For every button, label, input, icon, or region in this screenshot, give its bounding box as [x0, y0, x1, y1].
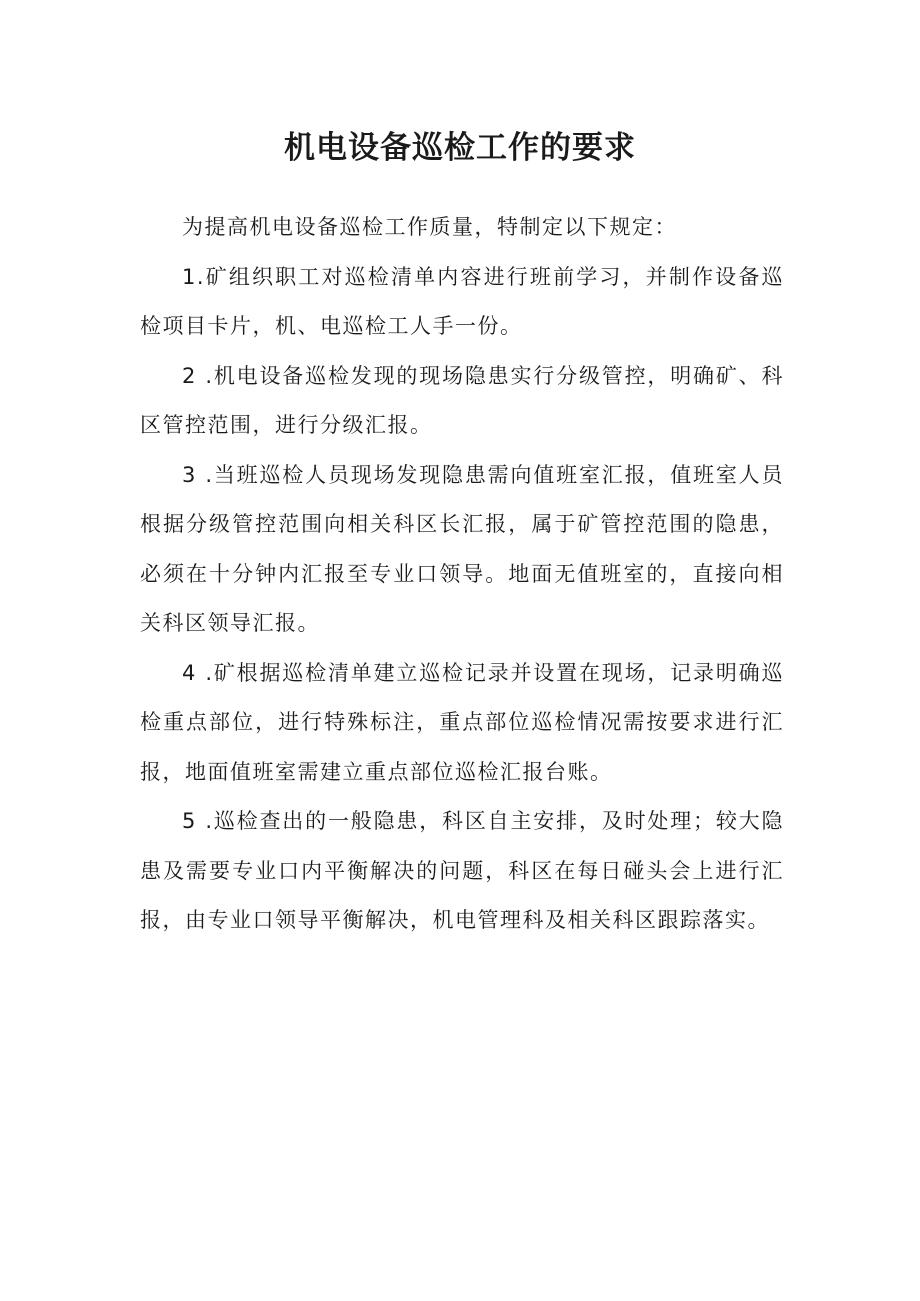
rule-item-3 [140, 451, 784, 649]
intro-text: 为提高机电设备巡检工作质量，特制定以下规定： [182, 215, 677, 239]
rule-item-4 [140, 649, 784, 798]
rule-number: 2 . [182, 363, 214, 388]
rule-text: 巡检查出的一般隐患，科区自主安排，及时处理；较大隐患及需要专业口内平衡解决的问题，科区在每日碰头会上进行汇报，由专业口领导平衡解决，机电管理科及相关科区跟踪落实。 [140, 809, 784, 932]
rule-item-1 [140, 253, 784, 352]
rule-item-5 [140, 797, 784, 946]
intro-paragraph [140, 203, 784, 253]
rule-number: 4 . [182, 660, 214, 685]
rule-text: 当班巡检人员现场发现隐患需向值班室汇报，值班室人员根据分级管控范围向相关科区长汇报，属于矿管控范围的隐患，必须在十分钟内汇报至专业口领导。地面无值班室的，直接向相关科区领导汇报。 [140, 462, 784, 635]
rule-item-2 [140, 352, 784, 451]
rule-number: 3 . [182, 462, 214, 487]
rule-text: 矿组织职工对巡检清单内容进行班前学习，并制作设备巡检项目卡片，机、电巡检工人手一份。 [140, 264, 784, 338]
rule-text: 矿根据巡检清单建立巡检记录并设置在现场，记录明确巡检重点部位，进行特殊标注，重点部位巡检情况需按要求进行汇报，地面值班室需建立重点部位巡检汇报台账。 [140, 660, 784, 784]
rule-text: 机电设备巡检发现的现场隐患实行分级管控，明确矿、科区管控范围，进行分级汇报。 [140, 363, 784, 437]
document-title: 机电设备巡检工作的要求 [284, 130, 636, 166]
rule-number: 1. [182, 264, 206, 289]
rule-number: 5 . [182, 809, 214, 833]
document-body [140, 203, 784, 946]
